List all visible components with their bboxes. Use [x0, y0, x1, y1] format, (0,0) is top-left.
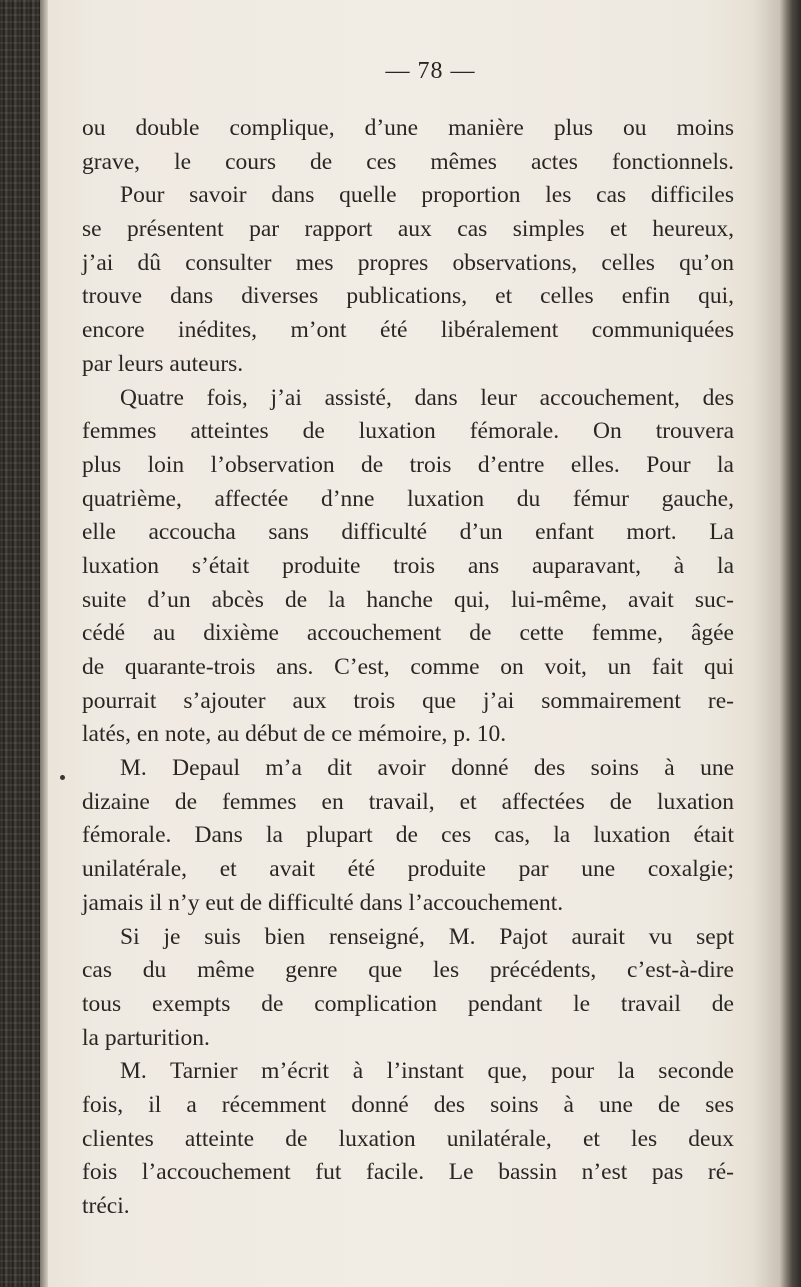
page-number: — 78 — — [385, 58, 476, 84]
text-line: dizaine de femmes en travail, et affectées de luxation — [82, 788, 734, 815]
text-line: unilatérale, et avait été produite par une coxalgie; — [82, 856, 734, 883]
page-edge — [779, 0, 801, 1287]
text-line: cédé au dixième accouchement de cette femme, âgée — [82, 620, 734, 647]
text-line: fois l’accouchement fut facile. Le bassin n’est pas ré- — [82, 1159, 734, 1186]
text-line: se présentent par rapport aux cas simples et heureux, — [82, 216, 734, 243]
body-text — [82, 112, 734, 1224]
book-binding — [0, 0, 40, 1287]
text-line: pourrait s’ajouter aux trois que j’ai sommairement re- — [82, 687, 734, 714]
binding-edge — [40, 0, 48, 1287]
text-line: clientes atteinte de luxation unilatérale, et les deux — [82, 1125, 734, 1152]
text-line: encore inédites, m’ont été libéralement communiquées — [82, 317, 734, 344]
text-line: plus loin l’observation de trois d’entre elles. Pour la — [82, 451, 734, 478]
paragraph-end-line: par leurs auteurs. — [82, 350, 244, 377]
paragraph-start-line: M. Tarnier m’écrit à l’instant que, pour la seconde — [120, 1058, 734, 1085]
text-line: cas du même genre que les précédents, c’est-à-dire — [82, 957, 734, 984]
text-line: femmes atteintes de luxation fémorale. On trouvera — [82, 418, 734, 445]
text-line: quatrième, affectée d’nne luxation du fémur gauche, — [82, 485, 734, 512]
paragraph-end-line: jamais il n’y eut de difficulté dans l’accouchement. — [82, 889, 564, 916]
text-line: trouve dans diverses publications, et celles enfin qui, — [82, 283, 734, 310]
paragraph-start-line: Pour savoir dans quelle proportion les cas difficiles — [120, 182, 734, 209]
paragraph-start-line: M. Depaul m’a dit avoir donné des soins à une — [120, 755, 734, 782]
text-line: fois, il a récemment donné des soins à une de ses — [82, 1091, 734, 1118]
text-line: tous exempts de complication pendant le travail de — [82, 990, 734, 1017]
ink-speck — [60, 775, 65, 780]
text-line: luxation s’était produite trois ans auparavant, à la — [82, 552, 734, 579]
text-line: grave, le cours de ces mêmes actes fonctionnels. — [82, 148, 734, 175]
text-line: suite d’un abcès de la hanche qui, lui-même, avait suc- — [82, 586, 734, 613]
page-header — [0, 58, 801, 85]
text-line: fémorale. Dans la plupart de ces cas, la luxation était — [82, 822, 734, 849]
paragraph-start-line: Si je suis bien renseigné, M. Pajot aurait vu sept — [120, 923, 734, 950]
paragraph-end-line: latés, en note, au début de ce mémoire, p. 10. — [82, 721, 507, 748]
paragraph-end-line: la parturition. — [82, 1024, 210, 1051]
text-line: de quarante-trois ans. C’est, comme on voit, un fait qui — [82, 654, 734, 680]
page-shadow — [753, 0, 779, 1287]
paragraph-start-line: Quatre fois, j’ai assisté, dans leur accouchement, des — [120, 384, 734, 411]
paragraph-end-line: tréci. — [82, 1193, 130, 1219]
text-line: ou double complique, d’une manière plus ou moins — [82, 115, 734, 141]
text-line: j’ai dû consulter mes propres observations, celles qu’on — [82, 249, 734, 276]
text-line: elle accoucha sans difficulté d’un enfant mort. La — [82, 519, 734, 546]
